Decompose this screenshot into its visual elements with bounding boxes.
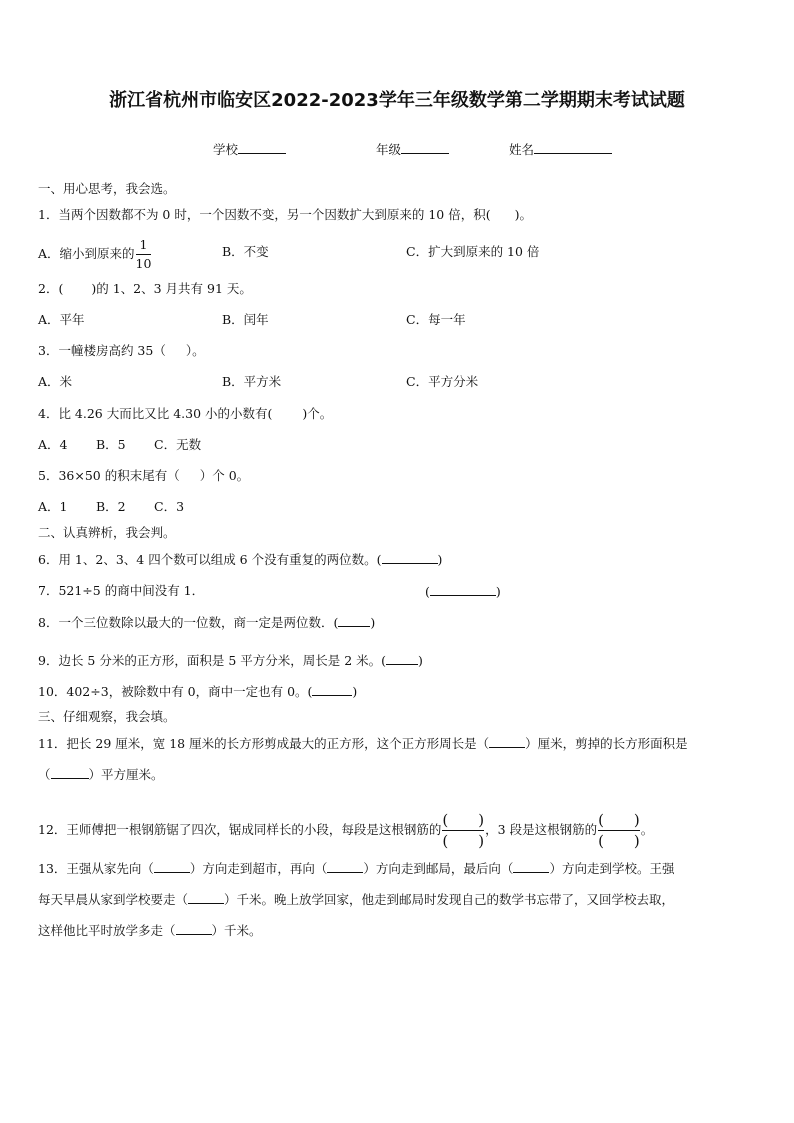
q4-option-b[interactable]: B．5 [96, 437, 126, 452]
q4-option-a[interactable]: A．4 [38, 437, 68, 452]
q1-option-a[interactable]: A．缩小到原来的 $\frac{1}{10}$ [38, 237, 152, 271]
question-11-cont: （ ）平方厘米。 [38, 767, 164, 782]
q5-option-b[interactable]: B．2 [96, 499, 126, 514]
name-blank[interactable] [534, 140, 612, 154]
q8-answer-blank[interactable] [338, 614, 370, 627]
q13-blank-4[interactable] [188, 891, 224, 904]
q1-option-b[interactable]: B．不变 [222, 244, 269, 259]
school-blank[interactable] [238, 140, 286, 154]
section-3-heading: 三、仔细观察，我会填。 [38, 709, 176, 724]
question-1: 1．当两个因数都不为 0 时，一个因数不变，另一个因数扩大到原来的 10 倍，积( )。 [38, 207, 532, 222]
question-8: 8．一个三位数除以最大的一位数，商一定是两位数．( ) [38, 615, 376, 630]
grade-field [376, 140, 449, 158]
grade-blank[interactable] [401, 140, 449, 154]
question-9: 9．边长 5 分米的正方形，面积是 5 平方分米，周长是 2 米。( ) [38, 653, 423, 668]
q1-option-c[interactable]: C．扩大到原来的 10 倍 [406, 244, 540, 259]
grade-label: 年级 [376, 142, 402, 157]
q3-option-b[interactable]: B．平方米 [222, 374, 282, 389]
q13-blank-1[interactable] [154, 860, 190, 873]
name-field [509, 140, 612, 158]
name-label: 姓名 [509, 142, 535, 157]
q13-blank-2[interactable] [327, 860, 363, 873]
question-3: 3．一幢楼房高约 35（ ）。 [38, 343, 205, 358]
question-13-line-3: 这样他比平时放学多走（ ）千米。 [38, 923, 262, 938]
q13-blank-5[interactable] [176, 922, 212, 935]
q2-option-a[interactable]: A．平年 [38, 312, 85, 327]
question-10: 10．402÷3，被除数中有 0，商中一定也有 0。( ) [38, 684, 358, 699]
q4-option-c[interactable]: C．无数 [154, 437, 202, 452]
q10-answer-blank[interactable] [312, 683, 352, 696]
q9-answer-blank[interactable] [386, 652, 418, 665]
q2-option-c[interactable]: C．每一年 [406, 312, 466, 327]
school-label: 学校 [213, 142, 239, 157]
q3-option-c[interactable]: C．平方分米 [406, 374, 479, 389]
q5-option-c[interactable]: C．3 [154, 499, 185, 514]
fraction-one-tenth: $\frac{1}{10}$ [135, 237, 152, 271]
question-12: 12．王师傅把一根钢筋锯了四次，锯成同样长的小段，每段是这根钢筋的 $\frac{( )}{( )}$ ，3 段是这根钢筋的 $\frac{( )}{( )}$ 。 [38, 811, 654, 850]
question-11: 11．把长 29 厘米，宽 18 厘米的长方形剪成最大的正方形，这个正方形周长是（ ）厘米，剪掉的长方形面积是 [38, 736, 688, 751]
q7-answer: ( ) [425, 584, 501, 599]
question-13-line-1: 13．王强从家先向（ ）方向走到超市，再向（ ）方向走到邮局，最后向（ ）方向走到学校。王强 [38, 861, 675, 876]
page-title: 浙江省杭州市临安区2022-2023学年三年级数学第二学期期末考试试题 [109, 90, 685, 111]
q6-answer-blank[interactable] [382, 551, 438, 564]
question-6: 6．用 1、2、3、4 四个数可以组成 6 个没有重复的两位数。( ) [38, 552, 443, 567]
question-7: 7．521÷5 的商中间没有 1． [38, 583, 205, 598]
q5-option-a[interactable]: A．1 [38, 499, 68, 514]
question-13-line-2: 每天早晨从家到学校要走（ ）千米。晚上放学回家，他走到邮局时发现自己的数学书忘带了，又回学校去取， [38, 892, 675, 907]
q11-blank-1[interactable] [489, 735, 525, 748]
question-2: 2．( )的 1、2、3 月共有 91 天。 [38, 281, 252, 296]
q11-blank-2[interactable] [51, 766, 89, 779]
section-1-heading: 一、用心思考，我会选。 [38, 181, 176, 196]
section-2-heading: 二、认真辨析，我会判。 [38, 525, 176, 540]
q12-fraction-blank-2[interactable]: $\frac{( )}{( )}$ [598, 811, 640, 850]
q2-option-b[interactable]: B．闰年 [222, 312, 269, 327]
question-5: 5．36×50 的积末尾有（ ）个 0。 [38, 468, 250, 483]
school-field [213, 140, 286, 158]
q13-blank-3[interactable] [513, 860, 549, 873]
q7-answer-blank[interactable] [430, 583, 496, 596]
q3-option-a[interactable]: A．米 [38, 374, 73, 389]
q12-fraction-blank-1[interactable]: $\frac{( )}{( )}$ [442, 811, 485, 850]
question-4: 4．比 4.26 大而比又比 4.30 小的小数有( )个。 [38, 406, 333, 421]
